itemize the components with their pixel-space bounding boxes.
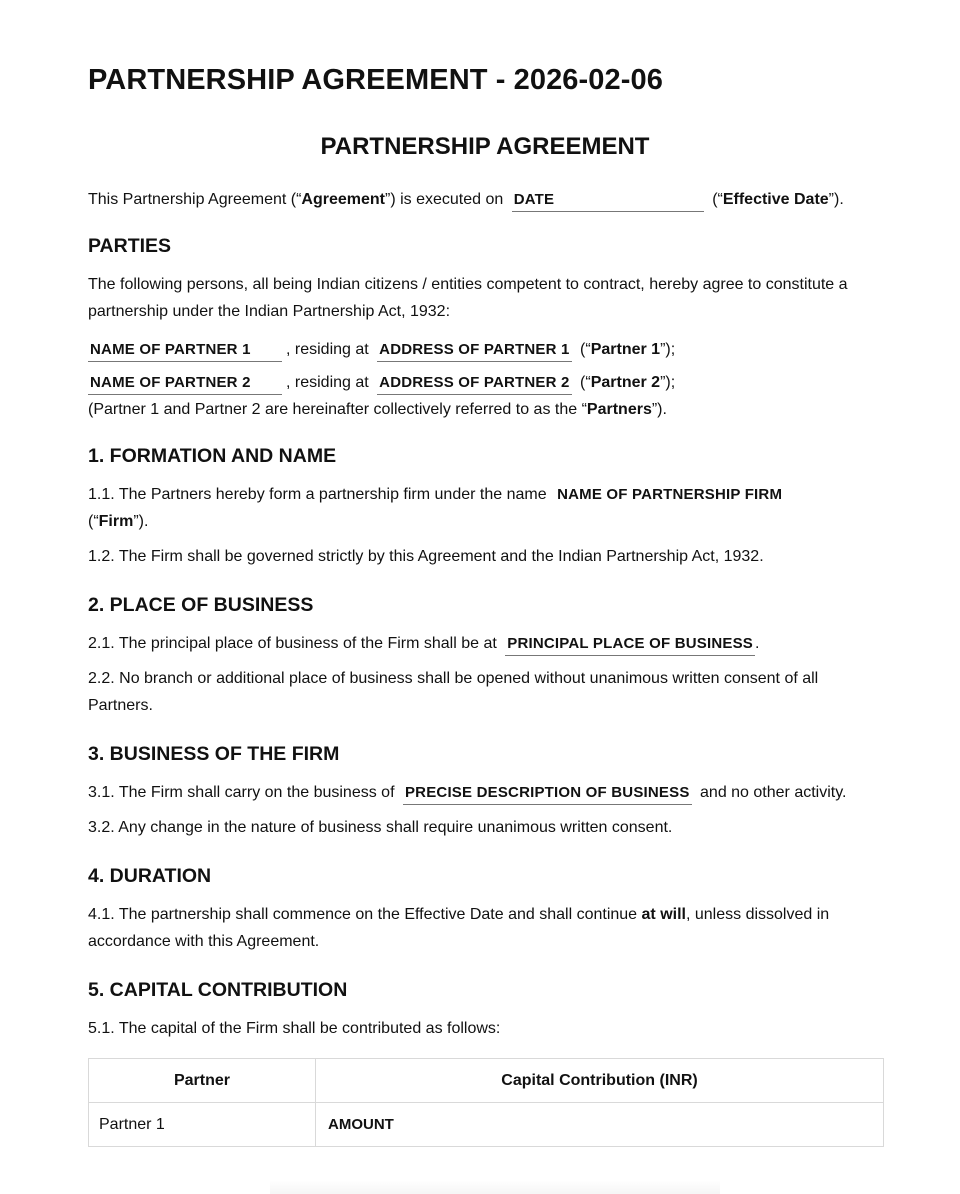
section-2-heading: 2. PLACE OF BUSINESS	[88, 594, 314, 616]
intro-text-pre: This Partnership Agreement (“	[88, 191, 302, 208]
amount-field[interactable]: AMOUNT	[316, 1103, 884, 1147]
section-place	[88, 592, 882, 719]
partner-1-term: Partner 1	[590, 341, 661, 358]
partners-term: Partners	[586, 401, 652, 418]
firm-term: Firm	[98, 513, 134, 530]
clause-1-2: 1.2. The Firm shall be governed strictly by this Agreement and the Indian Partnership Act, 1932.	[88, 548, 764, 565]
p1-close: ”);	[660, 341, 676, 358]
section-5-heading: 5. CAPITAL CONTRIBUTION	[88, 979, 348, 1001]
capital-table	[88, 1058, 884, 1147]
p2-open: (“	[580, 374, 591, 391]
header-partner: Partner	[89, 1059, 316, 1103]
intro-paragraph	[88, 186, 882, 213]
partner-lines	[88, 333, 882, 399]
effective-close: ”).	[828, 191, 844, 208]
parties-intro: The following persons, all being Indian citizens / entities competent to contract, hereby agree to constitute a partnership under the Indian Partnership Act, 1932:	[88, 276, 848, 320]
partner-2-term: Partner 2	[590, 374, 661, 391]
firm-name-field[interactable]: NAME OF PARTNERSHIP FIRM	[557, 486, 783, 503]
effective-open: (“	[712, 191, 723, 208]
agreement-term: Agreement	[301, 191, 385, 208]
at-will-term: at will	[641, 906, 686, 923]
clause-1-1	[88, 481, 882, 535]
collective-post: ”).	[651, 401, 667, 418]
effective-date-term: Effective Date	[722, 191, 829, 208]
clause-4-1-end: , unless dissolved in accordance with this Agreement.	[88, 906, 830, 950]
clause-3-1-end: and no other activity.	[700, 784, 847, 801]
clause-5-1: 5.1. The capital of the Firm shall be contributed as follows:	[88, 1020, 501, 1037]
intro-text-mid: ”) is executed on	[385, 191, 504, 208]
clause-2-1-text: 2.1. The principal place of business of the Firm shall be at	[88, 635, 497, 652]
section-1-heading: 1. FORMATION AND NAME	[88, 445, 337, 467]
section-business	[88, 741, 882, 841]
clause-2-1	[88, 630, 882, 657]
partners-collective	[88, 399, 882, 421]
firm-close: ”).	[133, 513, 149, 530]
header-capital: Capital Contribution (INR)	[316, 1059, 884, 1103]
cell-partner: Partner 1	[89, 1103, 316, 1147]
document-header-title: PARTNERSHIP AGREEMENT - 2026-02-06	[88, 64, 663, 96]
partner-1-address-field[interactable]: ADDRESS OF PARTNER 1	[377, 339, 571, 362]
section-duration	[88, 863, 882, 955]
clause-4-1	[88, 901, 882, 955]
clause-3-1	[88, 779, 882, 806]
table-header-row	[89, 1059, 884, 1103]
date-field[interactable]: DATE	[512, 189, 704, 212]
partner-2-address-field[interactable]: ADDRESS OF PARTNER 2	[377, 372, 571, 395]
clause-4-1-text: 4.1. The partnership shall commence on the Effective Date and shall continue	[88, 906, 638, 923]
partner-2-line	[88, 367, 882, 399]
clause-1-1-text: 1.1. The Partners hereby form a partnership firm under the name	[88, 486, 547, 503]
page-bottom-shadow	[270, 1180, 720, 1194]
firm-open: (“	[88, 513, 99, 530]
partner-2-name-field[interactable]: NAME OF PARTNER 2	[88, 372, 282, 395]
clause-2-2: 2.2. No branch or additional place of business shall be opened without unanimous written consent of all Partners.	[88, 670, 819, 714]
section-formation	[88, 443, 882, 570]
section-parties	[88, 233, 882, 421]
residing-text-1: , residing at	[286, 341, 369, 358]
section-capital	[88, 977, 882, 1147]
principal-place-field[interactable]: PRINCIPAL PLACE OF BUSINESS	[505, 633, 755, 656]
section-4-heading: 4. DURATION	[88, 865, 212, 887]
clause-3-2: 3.2. Any change in the nature of business shall require unanimous written consent.	[88, 819, 673, 836]
collective-pre: (Partner 1 and Partner 2 are hereinafter collectively referred to as the “	[88, 401, 587, 418]
clause-2-1-end: .	[754, 635, 760, 652]
section-3-heading: 3. BUSINESS OF THE FIRM	[88, 743, 340, 765]
residing-text-2: , residing at	[286, 374, 369, 391]
parties-heading: PARTIES	[88, 235, 172, 257]
partner-1-line	[88, 333, 882, 367]
p2-close: ”);	[660, 374, 676, 391]
clause-3-1-text: 3.1. The Firm shall carry on the business of	[88, 784, 395, 801]
partner-1-name-field[interactable]: NAME OF PARTNER 1	[88, 339, 282, 362]
table-row	[89, 1103, 884, 1147]
business-description-field[interactable]: PRECISE DESCRIPTION OF BUSINESS	[403, 782, 692, 805]
agreement-title: PARTNERSHIP AGREEMENT	[320, 133, 650, 160]
p1-open: (“	[580, 341, 591, 358]
